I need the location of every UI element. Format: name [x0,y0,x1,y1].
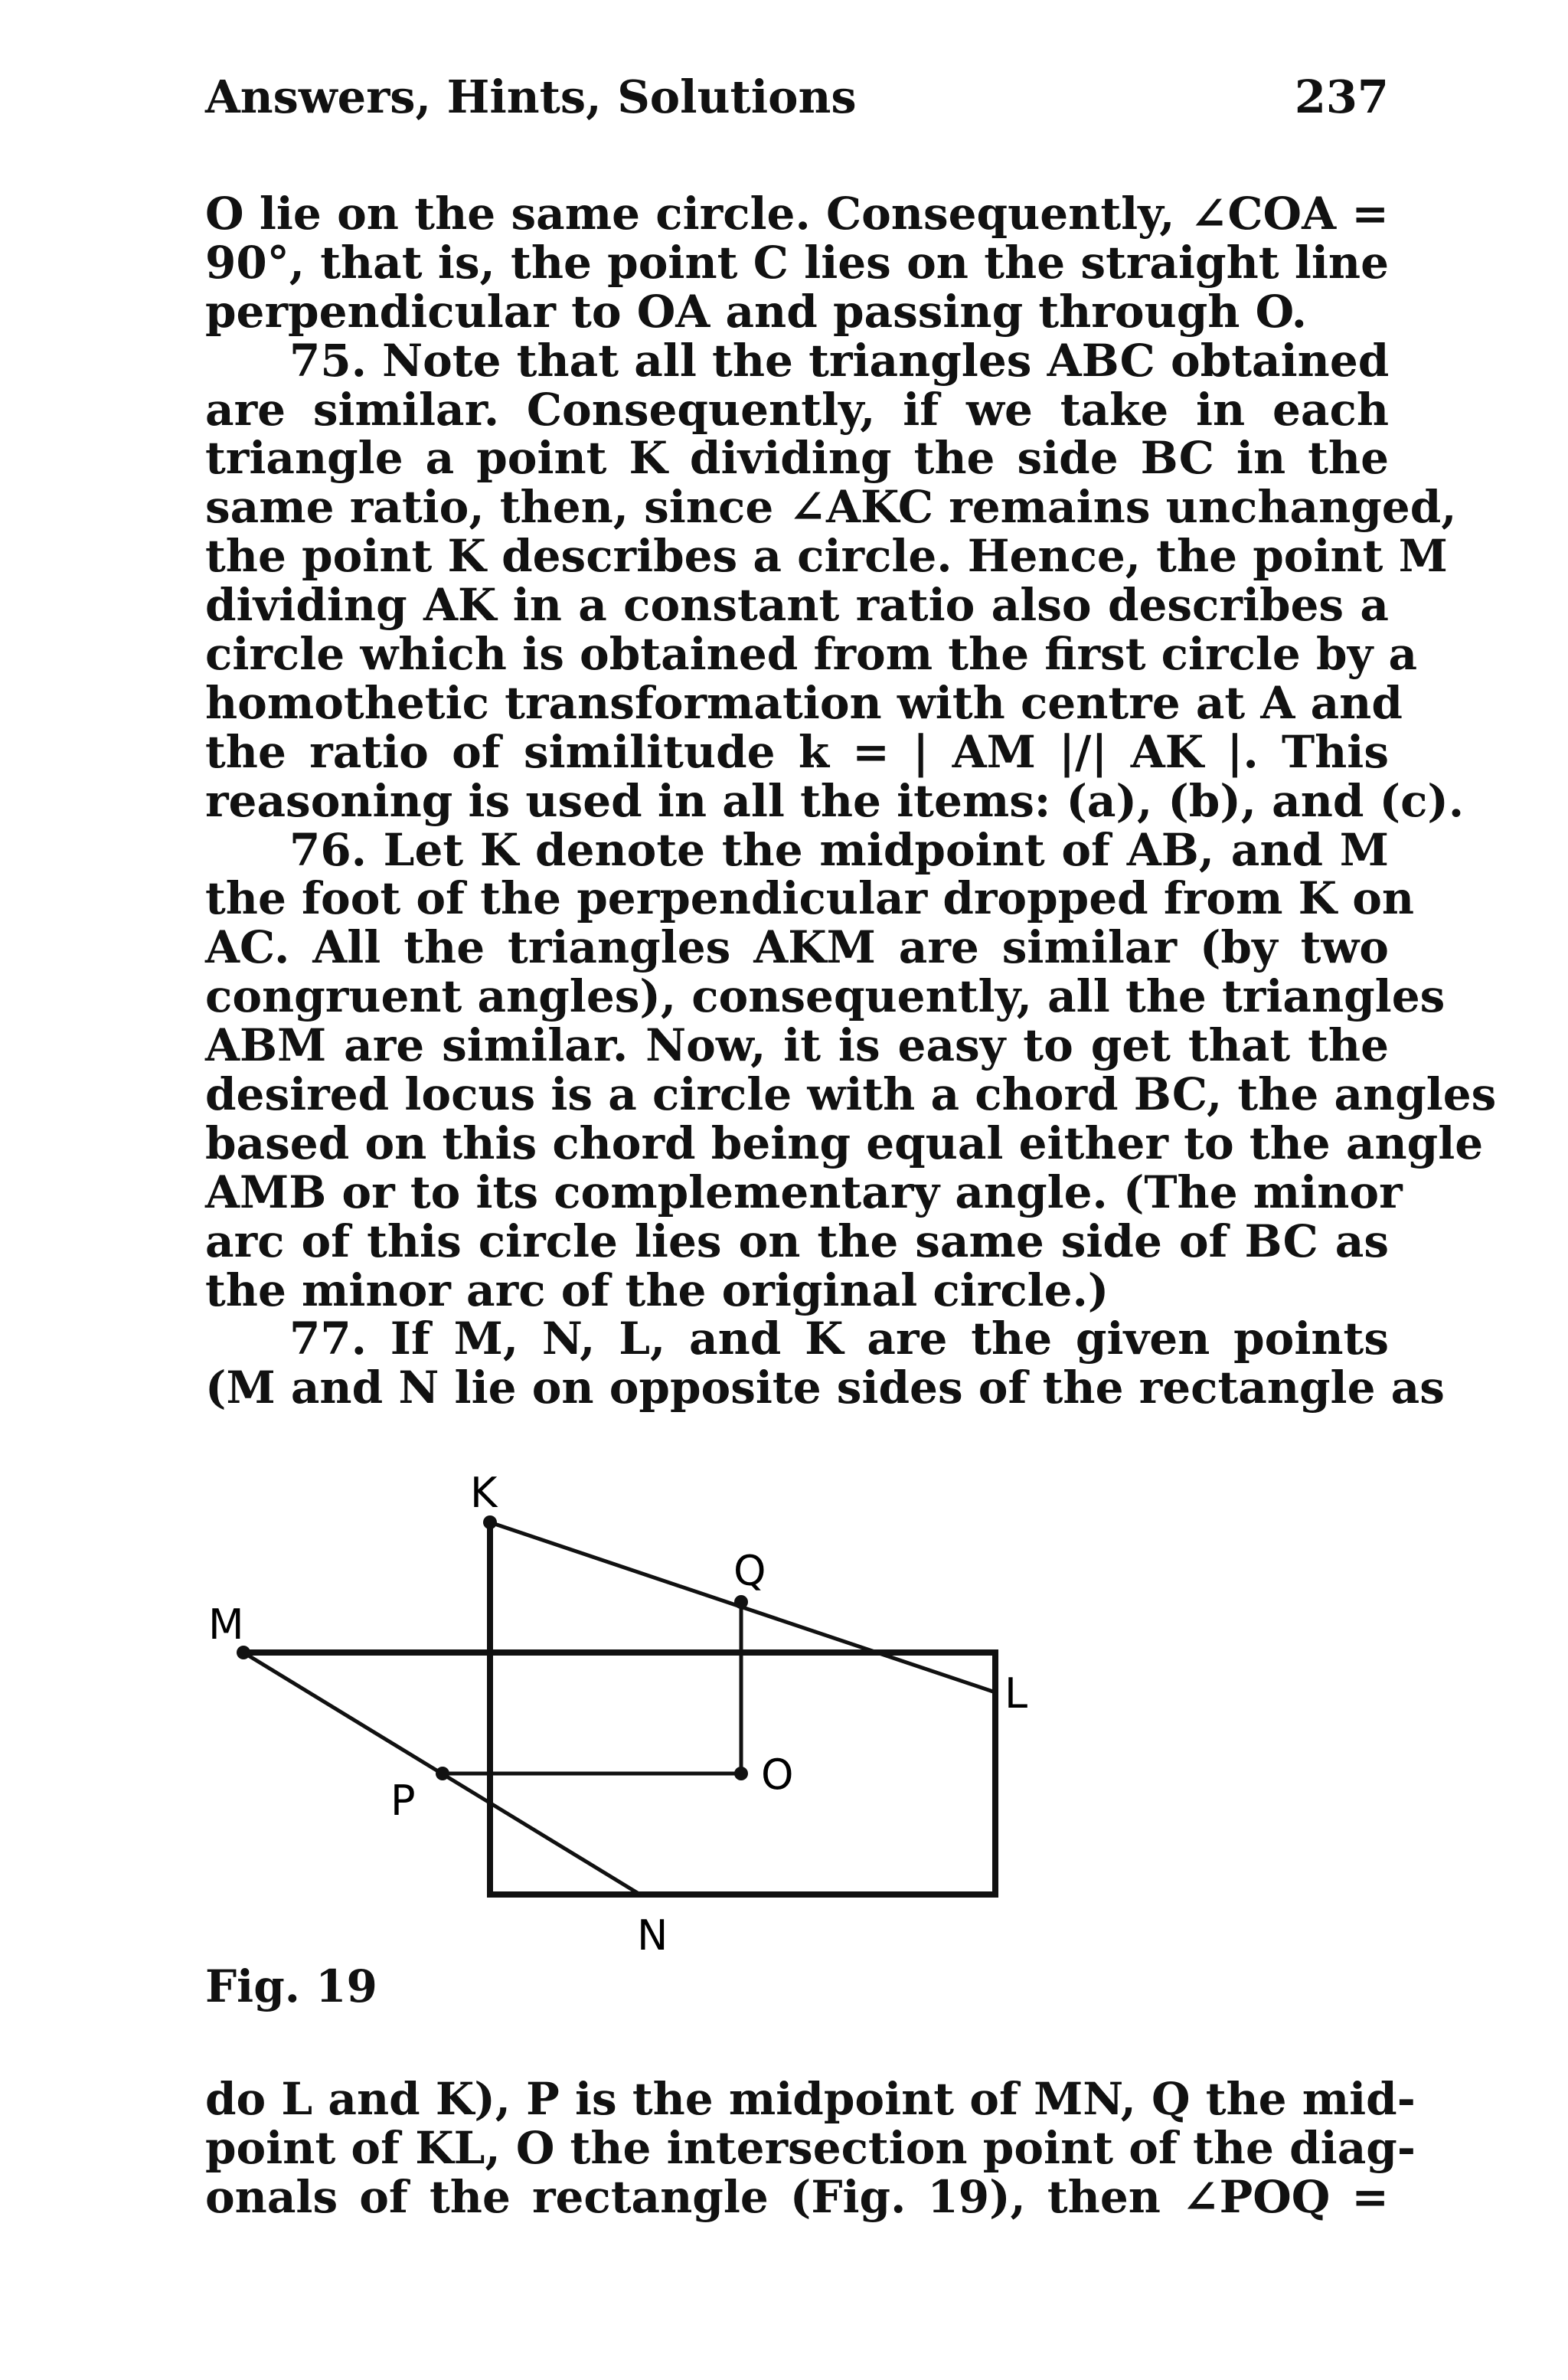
text-line: 75. Note that all the triangles ABC obtained [289,334,1390,387]
text-line: the point K describes a circle. Hence, the point M [205,530,1448,583]
text-line: AC. All the triangles AKM are similar (by two [205,921,1389,974]
text-line: point of KL, O the intersection point of the diag- [205,2121,1416,2174]
text-line: do L and K), P is the midpoint of MN, Q the mid- [205,2073,1416,2125]
text-line: circle which is obtained from the first circle by a [205,628,1418,681]
point-q [734,1595,748,1609]
running-title: Answers, Hints, Solutions [205,70,857,123]
body-text-after-figure [205,2073,1416,2223]
text-line: the ratio of similitude k = | AM |/| AK |. This [205,725,1389,778]
text-line: the foot of the perpendicular dropped from K on [205,872,1415,925]
point-k [483,1515,497,1529]
text-line: 90°, that is, the point C lies on the straight line [205,236,1389,289]
text-line: based on this chord being equal either to the angle [205,1116,1484,1169]
label-l: L [1004,1669,1028,1718]
text-line: desired locus is a circle with a chord BC, the angles [205,1068,1497,1121]
label-k: K [470,1469,498,1517]
text-line: 76. Let K denote the midpoint of AB, and M [289,823,1389,876]
label-n: N [637,1911,668,1960]
text-line: 77. If M, N, L, and K are the given points [289,1313,1389,1365]
text-line: congruent angles), consequently, all the triangles [205,970,1446,1023]
text-line: (M and N lie on opposite sides of the rectangle as [205,1362,1445,1414]
point-p [436,1767,449,1780]
text-line: reasoning is used in all the items: (a), (b), and (c). [205,774,1465,827]
label-q: Q [733,1547,766,1595]
figure-caption: Fig. 19 [205,1960,377,2012]
text-line: the minor arc of the original circle.) [205,1264,1109,1316]
page-header [205,70,1389,139]
label-p: P [390,1777,416,1825]
text-line: AMB or to its complementary angle. (The minor [205,1165,1403,1218]
text-line: arc of this circle lies on the same side of BC as [205,1215,1389,1267]
text-line: perpendicular to OA and passing through O. [205,285,1307,338]
body-text [205,188,1497,1414]
text-line: are similar. Consequently, if we take in each [205,383,1389,436]
label-m: M [208,1600,244,1649]
text-line: onals of the rectangle (Fig. 19), then ∠POQ = [205,2170,1389,2223]
text-line: same ratio, then, since ∠AKC remains unchanged, [205,481,1457,534]
page-number: 237 [1294,70,1389,123]
text-line: ABM are similar. Now, it is easy to get that the [205,1019,1389,1072]
point-o [734,1767,748,1780]
text-line: triangle a point K dividing the side BC in the [205,432,1389,485]
text-line: O lie on the same circle. Consequently, ∠COA = [205,188,1389,240]
text-line: homothetic transformation with centre at A and [205,676,1403,729]
text-line: dividing AK in a constant ratio also describes a [205,579,1389,632]
label-o: O [761,1751,794,1799]
